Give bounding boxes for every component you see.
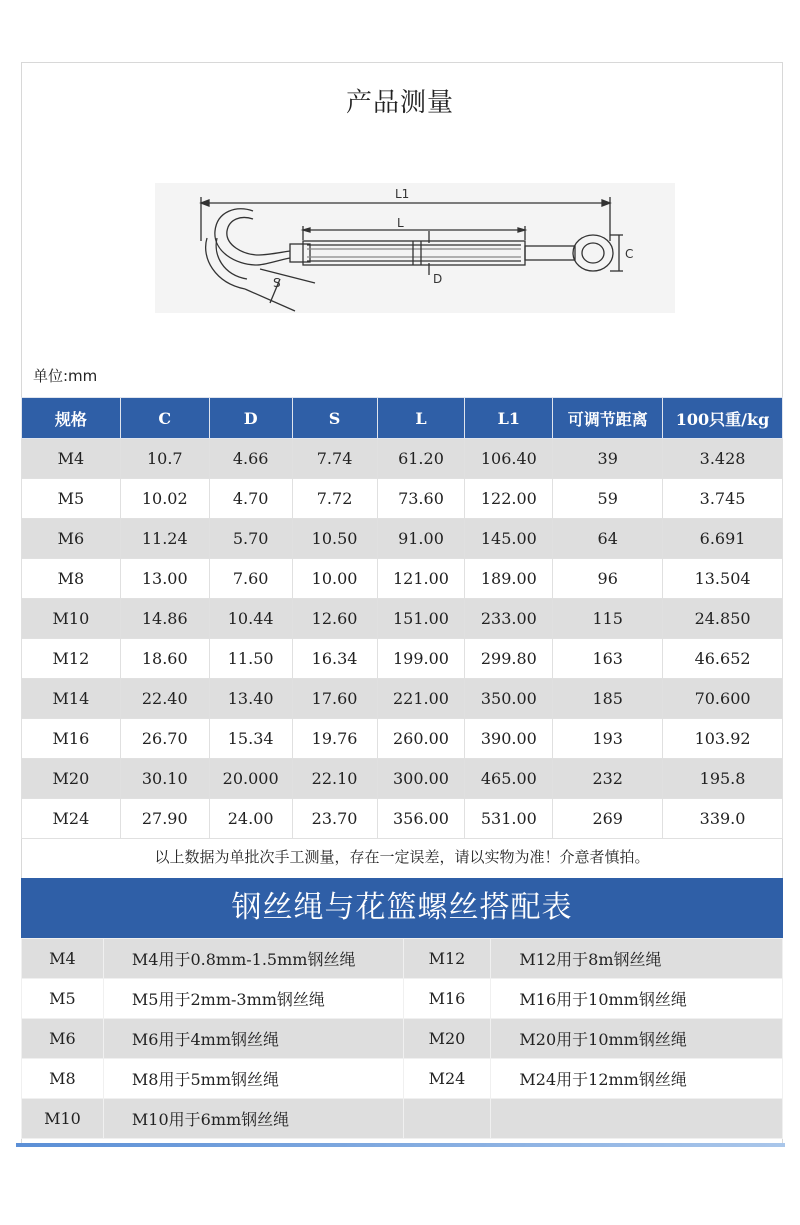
table-cell: 106.40 bbox=[465, 439, 553, 479]
table-cell: 300.00 bbox=[377, 759, 465, 799]
table-cell: 115 bbox=[553, 599, 663, 639]
header-adjust: 可调节距离 bbox=[553, 398, 663, 439]
table-cell: 6.691 bbox=[663, 519, 783, 559]
table-cell: 24.00 bbox=[209, 799, 292, 839]
table-cell: M6用于4mm钢丝绳 bbox=[103, 1019, 403, 1059]
table-cell: 390.00 bbox=[465, 719, 553, 759]
table-cell: 531.00 bbox=[465, 799, 553, 839]
table-cell: 70.600 bbox=[663, 679, 783, 719]
table-cell: 73.60 bbox=[377, 479, 465, 519]
table-cell: 3.745 bbox=[663, 479, 783, 519]
table-row bbox=[22, 1099, 783, 1139]
table-cell: 96 bbox=[553, 559, 663, 599]
table-row bbox=[22, 479, 783, 519]
table-cell: 10.7 bbox=[120, 439, 209, 479]
table-cell: 221.00 bbox=[377, 679, 465, 719]
table-cell: 11.24 bbox=[120, 519, 209, 559]
table-cell bbox=[403, 1099, 491, 1139]
table-cell: 11.50 bbox=[209, 639, 292, 679]
table-row bbox=[22, 799, 783, 839]
header-weight: 100只重/kg bbox=[663, 398, 783, 439]
table-cell: 4.66 bbox=[209, 439, 292, 479]
table-cell: 30.10 bbox=[120, 759, 209, 799]
table-cell: 18.60 bbox=[120, 639, 209, 679]
table-cell: M16 bbox=[22, 719, 121, 759]
table-cell: M4 bbox=[22, 939, 104, 979]
table-cell: 145.00 bbox=[465, 519, 553, 559]
table-cell: M5 bbox=[22, 979, 104, 1019]
table-cell: M12 bbox=[403, 939, 491, 979]
table-cell: 233.00 bbox=[465, 599, 553, 639]
table-cell: M16 bbox=[403, 979, 491, 1019]
table-cell: M8 bbox=[22, 559, 121, 599]
table-cell: M24用于12mm钢丝绳 bbox=[491, 1059, 783, 1099]
table-row bbox=[22, 939, 783, 979]
c-label: C bbox=[625, 247, 634, 261]
table-cell: 103.92 bbox=[663, 719, 783, 759]
d-label: D bbox=[433, 272, 443, 286]
table-cell: M8 bbox=[22, 1059, 104, 1099]
table-cell: 46.652 bbox=[663, 639, 783, 679]
table-cell: 350.00 bbox=[465, 679, 553, 719]
table-cell: M6 bbox=[22, 1019, 104, 1059]
header-c: C bbox=[120, 398, 209, 439]
table-cell: M8用于5mm钢丝绳 bbox=[103, 1059, 403, 1099]
table-cell: M10用于6mm钢丝绳 bbox=[103, 1099, 403, 1139]
table-cell: M4用于0.8mm-1.5mm钢丝绳 bbox=[103, 939, 403, 979]
table-cell: M10 bbox=[22, 599, 121, 639]
table-cell: 10.50 bbox=[292, 519, 377, 559]
pairing-banner: 钢丝绳与花篮螺丝搭配表 bbox=[21, 878, 783, 938]
table-cell: 185 bbox=[553, 679, 663, 719]
table-cell: M12 bbox=[22, 639, 121, 679]
turnbuckle-drawing bbox=[155, 183, 675, 313]
table-cell: 232 bbox=[553, 759, 663, 799]
table-cell: M5 bbox=[22, 479, 121, 519]
s-label: S bbox=[273, 276, 281, 290]
header-l1: L1 bbox=[465, 398, 553, 439]
bottom-divider bbox=[16, 1143, 785, 1147]
table-cell: 64 bbox=[553, 519, 663, 559]
table-cell: 39 bbox=[553, 439, 663, 479]
table-row bbox=[22, 1019, 783, 1059]
table-cell: 151.00 bbox=[377, 599, 465, 639]
table-cell: 17.60 bbox=[292, 679, 377, 719]
l-label: L bbox=[397, 216, 404, 230]
table-row bbox=[22, 1059, 783, 1099]
table-row bbox=[22, 979, 783, 1019]
table-cell: 91.00 bbox=[377, 519, 465, 559]
table-cell: 13.40 bbox=[209, 679, 292, 719]
table-cell: M10 bbox=[22, 1099, 104, 1139]
table-cell: 13.504 bbox=[663, 559, 783, 599]
header-spec: 规格 bbox=[22, 398, 121, 439]
table-cell: M20 bbox=[403, 1019, 491, 1059]
table-cell: 19.76 bbox=[292, 719, 377, 759]
table-cell: 121.00 bbox=[377, 559, 465, 599]
table-cell: M24 bbox=[22, 799, 121, 839]
table-cell: 10.02 bbox=[120, 479, 209, 519]
table-cell: 356.00 bbox=[377, 799, 465, 839]
table-cell: M24 bbox=[403, 1059, 491, 1099]
table-cell: M12用于8m钢丝绳 bbox=[491, 939, 783, 979]
table-row bbox=[22, 439, 783, 479]
table-row bbox=[22, 679, 783, 719]
unit-label: 单位:mm bbox=[33, 367, 98, 385]
table-cell: 15.34 bbox=[209, 719, 292, 759]
table-cell: M4 bbox=[22, 439, 121, 479]
product-diagram bbox=[155, 183, 675, 313]
table-cell: M6 bbox=[22, 519, 121, 559]
table-cell: 3.428 bbox=[663, 439, 783, 479]
table-cell: 27.90 bbox=[120, 799, 209, 839]
table-cell: 13.00 bbox=[120, 559, 209, 599]
table-cell: 7.74 bbox=[292, 439, 377, 479]
table-cell bbox=[491, 1099, 783, 1139]
table-cell: 4.70 bbox=[209, 479, 292, 519]
table-row bbox=[22, 599, 783, 639]
header-l: L bbox=[377, 398, 465, 439]
table-row bbox=[22, 639, 783, 679]
table-cell: M16用于10mm钢丝绳 bbox=[491, 979, 783, 1019]
table-cell: 7.72 bbox=[292, 479, 377, 519]
table-cell: 193 bbox=[553, 719, 663, 759]
page-title: 产品测量 bbox=[345, 88, 454, 118]
table-cell: 195.8 bbox=[663, 759, 783, 799]
table-cell: 10.44 bbox=[209, 599, 292, 639]
table-cell: 260.00 bbox=[377, 719, 465, 759]
table-cell: 10.00 bbox=[292, 559, 377, 599]
disclaimer-note: 以上数据为单批次手工测量，存在一定误差，请以实物为准！介意者慎拍。 bbox=[154, 848, 650, 866]
header-d: D bbox=[209, 398, 292, 439]
table-cell: 122.00 bbox=[465, 479, 553, 519]
table-cell: 339.0 bbox=[663, 799, 783, 839]
table-cell: 61.20 bbox=[377, 439, 465, 479]
header-s: S bbox=[292, 398, 377, 439]
table-cell: 16.34 bbox=[292, 639, 377, 679]
table-row bbox=[22, 719, 783, 759]
table-cell: 22.40 bbox=[120, 679, 209, 719]
table-cell: 59 bbox=[553, 479, 663, 519]
table-cell: 163 bbox=[553, 639, 663, 679]
table-cell: M20用于10mm钢丝绳 bbox=[491, 1019, 783, 1059]
pairing-table bbox=[21, 938, 783, 1139]
table-row bbox=[22, 559, 783, 599]
table-cell: 22.10 bbox=[292, 759, 377, 799]
table-cell: 465.00 bbox=[465, 759, 553, 799]
l1-label: L1 bbox=[395, 187, 410, 201]
spec-table bbox=[21, 397, 783, 839]
spec-header-row bbox=[22, 398, 783, 439]
table-cell: 23.70 bbox=[292, 799, 377, 839]
table-cell: 12.60 bbox=[292, 599, 377, 639]
table-cell: 199.00 bbox=[377, 639, 465, 679]
table-row bbox=[22, 759, 783, 799]
table-cell: 7.60 bbox=[209, 559, 292, 599]
table-cell: 269 bbox=[553, 799, 663, 839]
table-cell: 24.850 bbox=[663, 599, 783, 639]
table-cell: 20.000 bbox=[209, 759, 292, 799]
table-cell: 26.70 bbox=[120, 719, 209, 759]
table-cell: 189.00 bbox=[465, 559, 553, 599]
table-cell: 299.80 bbox=[465, 639, 553, 679]
table-cell: M20 bbox=[22, 759, 121, 799]
table-cell: M5用于2mm-3mm钢丝绳 bbox=[103, 979, 403, 1019]
table-cell: 5.70 bbox=[209, 519, 292, 559]
table-cell: M14 bbox=[22, 679, 121, 719]
table-cell: 14.86 bbox=[120, 599, 209, 639]
table-row bbox=[22, 519, 783, 559]
